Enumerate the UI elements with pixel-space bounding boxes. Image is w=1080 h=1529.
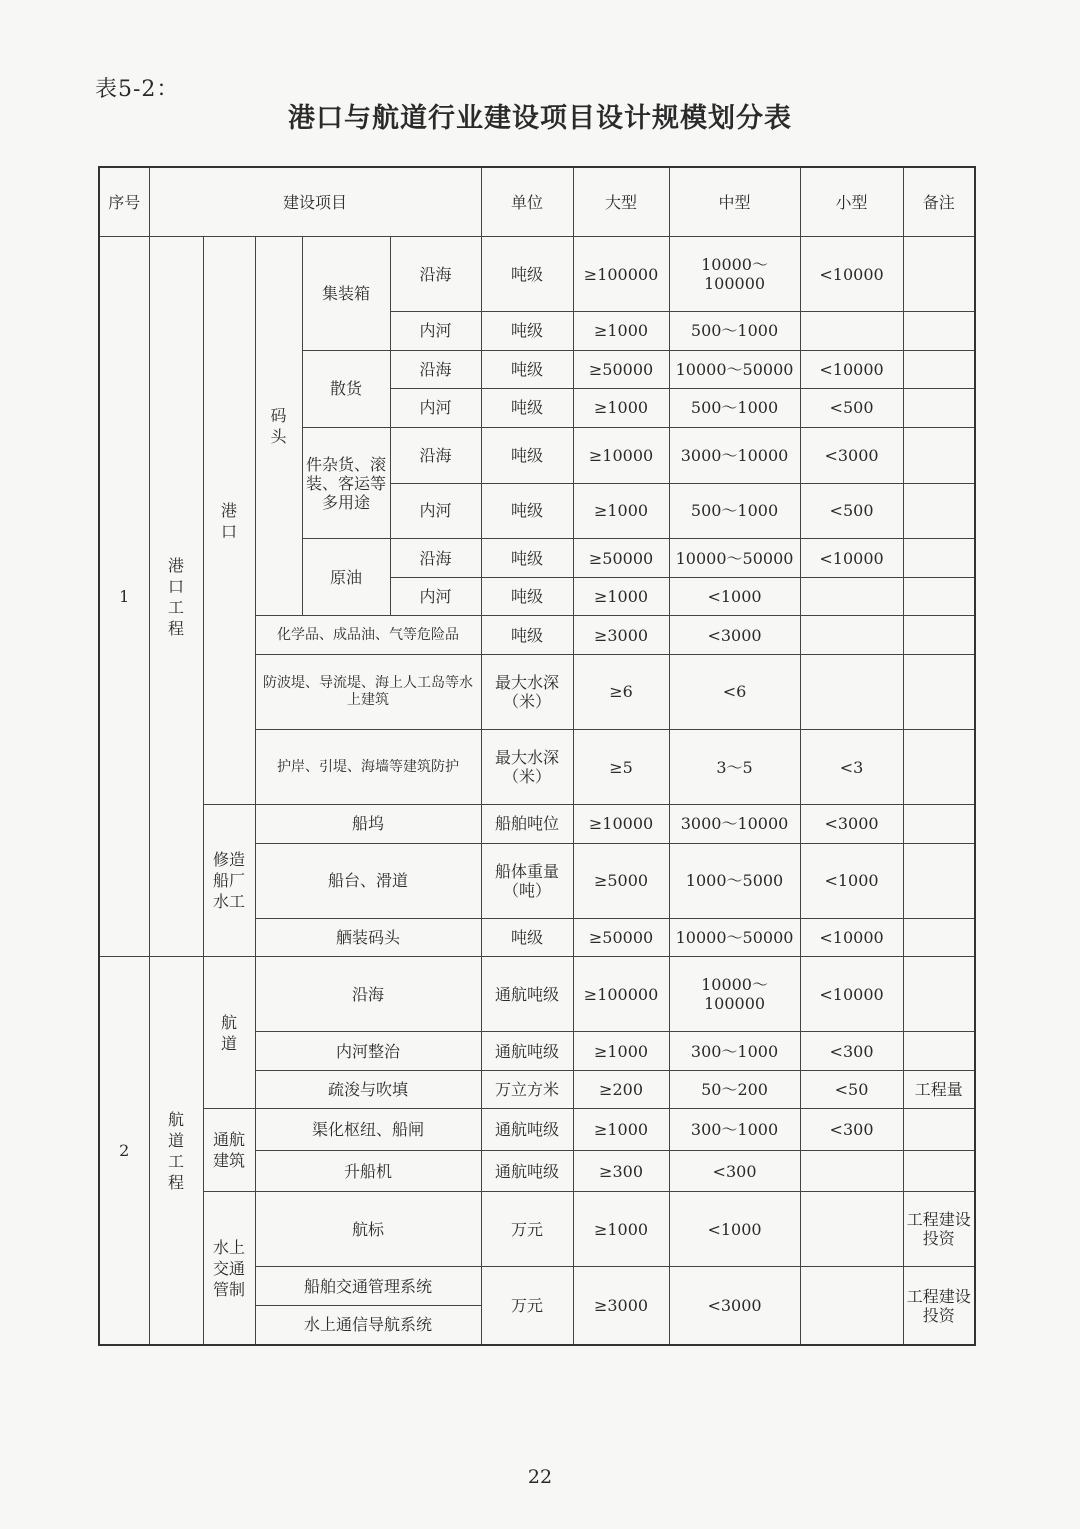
table-row: [99, 1192, 975, 1267]
large-cell: ≥6: [573, 654, 669, 729]
remark-cell: [903, 918, 975, 957]
medium-cell: <1000: [669, 577, 800, 616]
remark-cell: [903, 577, 975, 616]
unit-cell: 吨级: [481, 427, 573, 483]
medium-cell: 500～1000: [669, 312, 800, 351]
unit-cell: 通航吨级: [481, 957, 573, 1032]
remark-cell: [903, 350, 975, 389]
unit-cell: 万立方米: [481, 1070, 573, 1109]
medium-cell: <3000: [669, 1267, 800, 1345]
small-cell: <3000: [800, 427, 903, 483]
small-cell: <300: [800, 1109, 903, 1150]
item-cell: 疏浚与吹填: [255, 1070, 481, 1109]
medium-cell: 10000～50000: [669, 918, 800, 957]
medium-cell: 300～1000: [669, 1032, 800, 1071]
header-large: 大型: [573, 167, 669, 237]
location-cell: 内河: [390, 389, 481, 428]
group-wharf: 码头: [255, 237, 302, 616]
unit-cell: 吨级: [481, 237, 573, 312]
unit-cell: 吨级: [481, 616, 573, 655]
unit-cell: 最大水深（米）: [481, 730, 573, 805]
remark-cell: [903, 616, 975, 655]
design-scale-table: [98, 166, 976, 1346]
remark-cell: [903, 730, 975, 805]
remark-cell: [903, 654, 975, 729]
medium-cell: 500～1000: [669, 483, 800, 539]
category-number: 2: [99, 957, 149, 1345]
page-number: 22: [527, 1466, 553, 1488]
large-cell: ≥10000: [573, 805, 669, 844]
location-cell: 内河: [390, 312, 481, 351]
small-cell: [800, 1150, 903, 1191]
medium-cell: <1000: [669, 1192, 800, 1267]
item-cell: 升船机: [255, 1150, 481, 1191]
category-name: 港口工程: [149, 237, 203, 957]
small-cell: [800, 1267, 903, 1345]
item-cell: 船坞: [255, 805, 481, 844]
large-cell: ≥3000: [573, 616, 669, 655]
large-cell: ≥100000: [573, 957, 669, 1032]
small-cell: <50: [800, 1070, 903, 1109]
medium-cell: 10000～100000: [669, 957, 800, 1032]
medium-cell: 3000～10000: [669, 805, 800, 844]
large-cell: ≥3000: [573, 1267, 669, 1345]
small-cell: <1000: [800, 843, 903, 918]
medium-cell: 500～1000: [669, 389, 800, 428]
item-cell: 船台、滑道: [255, 843, 481, 918]
header-row: [99, 167, 975, 237]
remark-cell: [903, 427, 975, 483]
wharf-type: 件杂货、滚装、客运等多用途: [302, 427, 390, 539]
unit-cell: 吨级: [481, 918, 573, 957]
large-cell: ≥50000: [573, 918, 669, 957]
location-cell: 内河: [390, 577, 481, 616]
remark-cell: [903, 539, 975, 578]
small-cell: <300: [800, 1032, 903, 1071]
medium-cell: <3000: [669, 616, 800, 655]
large-cell: ≥1000: [573, 1192, 669, 1267]
small-cell: <3: [800, 730, 903, 805]
unit-cell: 吨级: [481, 389, 573, 428]
item-cell: 内河整治: [255, 1032, 481, 1071]
large-cell: ≥1000: [573, 1109, 669, 1150]
small-cell: <10000: [800, 918, 903, 957]
remark-cell: [903, 389, 975, 428]
large-cell: ≥300: [573, 1150, 669, 1191]
table-row: [99, 805, 975, 844]
large-cell: ≥200: [573, 1070, 669, 1109]
remark-cell: [903, 957, 975, 1032]
unit-cell: 吨级: [481, 350, 573, 389]
small-cell: <500: [800, 483, 903, 539]
wharf-type: 散货: [302, 350, 390, 427]
header-medium: 中型: [669, 167, 800, 237]
unit-cell: 船体重量（吨）: [481, 843, 573, 918]
unit-cell: 通航吨级: [481, 1109, 573, 1150]
location-cell: 沿海: [390, 427, 481, 483]
group-traffic-control: 水上交通管制: [203, 1192, 255, 1345]
remark-cell: 工程建设投资: [903, 1267, 975, 1345]
remark-cell: [903, 805, 975, 844]
remark-cell: 工程量: [903, 1070, 975, 1109]
remark-cell: [903, 1032, 975, 1071]
table-row: [99, 957, 975, 1032]
item-cell: 水上通信导航系统: [255, 1305, 481, 1345]
small-cell: <10000: [800, 237, 903, 312]
unit-cell: 吨级: [481, 577, 573, 616]
unit-cell: 最大水深（米）: [481, 654, 573, 729]
remark-cell: [903, 483, 975, 539]
unit-cell: 吨级: [481, 539, 573, 578]
large-cell: ≥1000: [573, 483, 669, 539]
large-cell: ≥5: [573, 730, 669, 805]
category-name: 航道工程: [149, 957, 203, 1345]
small-cell: [800, 616, 903, 655]
group-channel: 航道: [203, 957, 255, 1109]
remark-cell: [903, 1109, 975, 1150]
remark-cell: [903, 843, 975, 918]
item-cell: 化学品、成品油、气等危险品: [255, 616, 481, 655]
small-cell: [800, 654, 903, 729]
location-cell: 内河: [390, 483, 481, 539]
large-cell: ≥1000: [573, 1032, 669, 1071]
medium-cell: 10000～50000: [669, 539, 800, 578]
medium-cell: 1000～5000: [669, 843, 800, 918]
header-item: 建设项目: [149, 167, 481, 237]
large-cell: ≥50000: [573, 539, 669, 578]
table-row: [99, 237, 975, 312]
location-cell: 沿海: [390, 237, 481, 312]
wharf-type: 原油: [302, 539, 390, 616]
wharf-type: 集装箱: [302, 237, 390, 351]
medium-cell: 3～5: [669, 730, 800, 805]
small-cell: <500: [800, 389, 903, 428]
category-number: 1: [99, 237, 149, 957]
small-cell: <3000: [800, 805, 903, 844]
group-shipyard: 修造船厂水工: [203, 805, 255, 957]
remark-cell: [903, 237, 975, 312]
item-cell: 护岸、引堤、海墙等建筑防护: [255, 730, 481, 805]
group-port: 港口: [203, 237, 255, 805]
item-cell: 防波堤、导流堤、海上人工岛等水上建筑: [255, 654, 481, 729]
remark-cell: [903, 1150, 975, 1191]
header-no: 序号: [99, 167, 149, 237]
medium-cell: <300: [669, 1150, 800, 1191]
location-cell: 沿海: [390, 539, 481, 578]
small-cell: [800, 312, 903, 351]
large-cell: ≥1000: [573, 577, 669, 616]
header-unit: 单位: [481, 167, 573, 237]
large-cell: ≥1000: [573, 312, 669, 351]
item-cell: 船舶交通管理系统: [255, 1267, 481, 1306]
page-title: 港口与航道行业建设项目设计规模划分表: [288, 103, 792, 134]
large-cell: ≥10000: [573, 427, 669, 483]
small-cell: <10000: [800, 350, 903, 389]
location-cell: 沿海: [390, 350, 481, 389]
medium-cell: 300～1000: [669, 1109, 800, 1150]
medium-cell: 3000～10000: [669, 427, 800, 483]
medium-cell: 10000～50000: [669, 350, 800, 389]
item-cell: 沿海: [255, 957, 481, 1032]
unit-cell: 通航吨级: [481, 1032, 573, 1071]
medium-cell: 50～200: [669, 1070, 800, 1109]
remark-cell: [903, 312, 975, 351]
remark-cell: 工程建设投资: [903, 1192, 975, 1267]
small-cell: <10000: [800, 539, 903, 578]
large-cell: ≥100000: [573, 237, 669, 312]
table-label: 表5-2：: [95, 77, 180, 102]
medium-cell: 10000～100000: [669, 237, 800, 312]
table-row: [99, 1109, 975, 1150]
item-cell: 航标: [255, 1192, 481, 1267]
item-cell: 舾装码头: [255, 918, 481, 957]
unit-cell: 通航吨级: [481, 1150, 573, 1191]
unit-cell: 万元: [481, 1192, 573, 1267]
small-cell: <10000: [800, 957, 903, 1032]
header-remark: 备注: [903, 167, 975, 237]
large-cell: ≥5000: [573, 843, 669, 918]
small-cell: [800, 577, 903, 616]
group-navigation-building: 通航建筑: [203, 1109, 255, 1192]
unit-cell: 吨级: [481, 483, 573, 539]
header-small: 小型: [800, 167, 903, 237]
large-cell: ≥1000: [573, 389, 669, 428]
large-cell: ≥50000: [573, 350, 669, 389]
unit-cell: 船舶吨位: [481, 805, 573, 844]
item-cell: 渠化枢纽、船闸: [255, 1109, 481, 1150]
unit-cell: 吨级: [481, 312, 573, 351]
medium-cell: <6: [669, 654, 800, 729]
unit-cell: 万元: [481, 1267, 573, 1345]
small-cell: [800, 1192, 903, 1267]
